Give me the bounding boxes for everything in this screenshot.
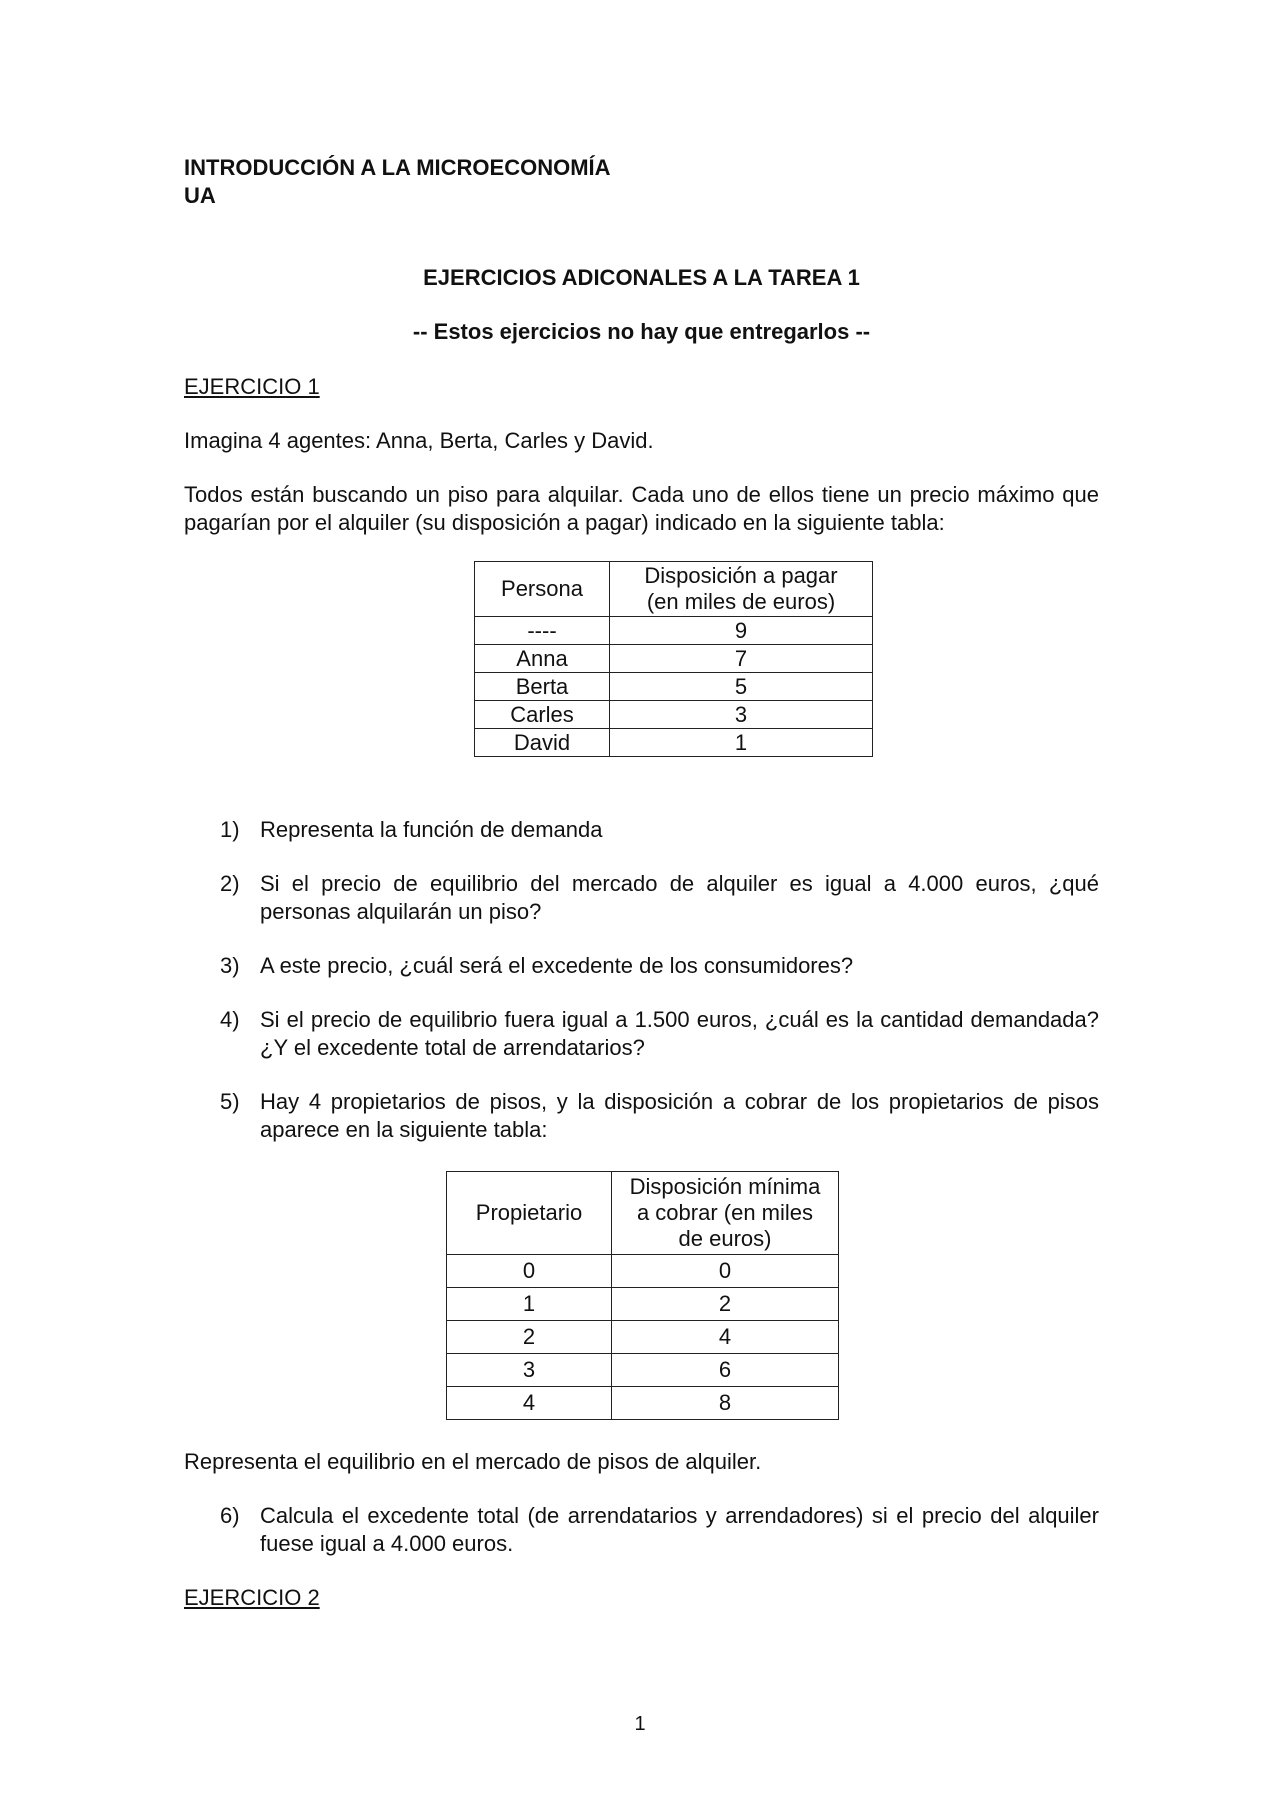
table-cell: 3 — [610, 701, 873, 729]
table-cell: 2 — [447, 1321, 612, 1354]
willingness-to-pay-table — [474, 561, 873, 757]
table-cell: ---- — [475, 617, 610, 645]
question-text: Calcula el excedente total (de arrendatarios y arrendadores) si el precio del alquiler fuese igual a 4.000 euros. — [260, 1503, 1099, 1556]
table-row — [475, 617, 873, 645]
table-cell: 1 — [610, 729, 873, 757]
table-header-row — [475, 562, 873, 617]
question-number: 1) — [220, 817, 240, 842]
table-cell: 0 — [447, 1255, 612, 1288]
question-5 — [220, 1088, 1099, 1144]
table-header-row — [447, 1172, 839, 1255]
column-header-disposicion — [610, 562, 873, 617]
minimum-price-table — [446, 1171, 839, 1420]
question-3 — [220, 952, 1099, 980]
table-cell: 0 — [612, 1255, 839, 1288]
question-number: 5) — [220, 1089, 240, 1114]
column-header-line: a cobrar (en miles — [636, 1200, 814, 1225]
table-row — [447, 1354, 839, 1387]
table-cell: Anna — [475, 645, 610, 673]
question-text: Si el precio de equilibrio fuera igual a 1.500 euros, ¿cuál es la cantidad demandada? ¿Y el excedente total de arrendatarios? — [260, 1007, 1099, 1060]
column-header-disposicion-minima — [612, 1172, 839, 1255]
table-cell: 6 — [612, 1354, 839, 1387]
page-number: 1 — [634, 1713, 646, 1735]
subtitle: -- Estos ejercicios no hay que entregarlos -- — [412, 319, 871, 344]
question-number: 6) — [220, 1503, 240, 1528]
table-cell: 7 — [610, 645, 873, 673]
question-text: Hay 4 propietarios de pisos, y la disposición a cobrar de los propietarios de pisos aparece en la siguiente tabla: — [260, 1089, 1099, 1142]
column-header-propietario: Propietario — [447, 1172, 612, 1255]
question-4 — [220, 1006, 1099, 1062]
exercise-2-heading: EJERCICIO 2 — [184, 1585, 320, 1610]
question-number: 4) — [220, 1007, 240, 1032]
table-cell: 1 — [447, 1288, 612, 1321]
table-row — [447, 1321, 839, 1354]
question-text: Representa la función de demanda — [260, 817, 603, 842]
table-cell: 9 — [610, 617, 873, 645]
column-header-line: (en miles de euros) — [646, 589, 836, 614]
table-row — [447, 1387, 839, 1420]
question-6 — [220, 1502, 1099, 1558]
question-number: 2) — [220, 871, 240, 896]
main-title: EJERCICIOS ADICONALES A LA TAREA 1 — [423, 265, 860, 290]
document-header — [184, 154, 884, 210]
question-text: Si el precio de equilibrio del mercado de alquiler es igual a 4.000 euros, ¿qué personas alquilarán un piso? — [260, 871, 1099, 924]
exercise-1-intro: Imagina 4 agentes: Anna, Berta, Carles y David. — [184, 428, 654, 453]
question-2 — [220, 870, 1099, 926]
table-cell: Berta — [475, 673, 610, 701]
equilibrium-instruction: Representa el equilibrio en el mercado de pisos de alquiler. — [184, 1449, 762, 1474]
question-text: A este precio, ¿cuál será el excedente de los consumidores? — [260, 953, 854, 978]
course-title: INTRODUCCIÓN A LA MICROECONOMÍA — [184, 155, 611, 180]
column-header-persona: Persona — [475, 562, 610, 617]
table-cell: Carles — [475, 701, 610, 729]
question-number: 3) — [220, 953, 240, 978]
question-1 — [220, 816, 1099, 844]
table-row — [475, 701, 873, 729]
table-row — [475, 673, 873, 701]
column-header-line: de euros) — [678, 1226, 772, 1251]
table-cell: 4 — [612, 1321, 839, 1354]
table-row — [447, 1255, 839, 1288]
table-cell: 5 — [610, 673, 873, 701]
table-cell: 8 — [612, 1387, 839, 1420]
table-cell: 2 — [612, 1288, 839, 1321]
exercise-1-heading: EJERCICIO 1 — [184, 374, 320, 399]
table-row — [475, 729, 873, 757]
table-row — [475, 645, 873, 673]
university-name: UA — [184, 183, 216, 208]
exercise-1-paragraph: Todos están buscando un piso para alquilar. Cada uno de ellos tiene un precio máximo que pagarían por el alquiler (su disposición a pagar) indicado en la siguiente tabla: — [184, 482, 1099, 535]
table-row — [447, 1288, 839, 1321]
table-cell: David — [475, 729, 610, 757]
column-header-line: Disposición mínima — [629, 1174, 821, 1199]
table-cell: 4 — [447, 1387, 612, 1420]
table-cell: 3 — [447, 1354, 612, 1387]
column-header-line: Disposición a pagar — [644, 563, 838, 588]
